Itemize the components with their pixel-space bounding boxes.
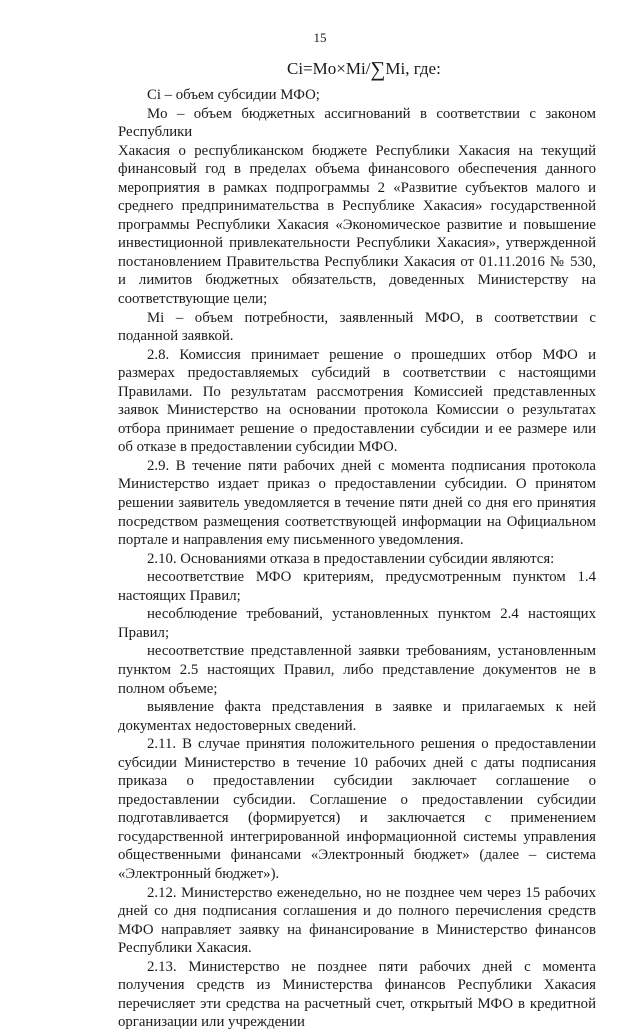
clause-2-11: 2.11. В случае принятия положительного решения о предоставлении субсидии Министерство в течение 10 рабочих дней с даты подписания приказа о предоставлении субсидии заключает соглашение о предоставлении субсидии. Соглашение о предоставлении субсидии подготавливается (формируется) и заключается с применением государственной интегрированной информационной системы управления общественными финансами «Электронный бюджет» (далее – система «Электронный бюджет»). [118, 736, 596, 882]
refusal-ground-2: несоблюдение требований, установленных пунктом 2.4 настоящих Правил; [118, 606, 596, 641]
refusal-ground-3: несоответствие представленной заявки требованиям, установленным пунктом 2.5 настоящих Правил, либо представление документов не в полном объеме; [118, 643, 596, 697]
clause-2-13: 2.13. Министерство не позднее пяти рабочих дней с момента получения средств из Министерства финансов Республики Хакасия перечисляет эти средства на расчетный счет, открытый МФО в кредитной организации или учреждении [118, 958, 596, 1031]
formula-right: Mi, где: [385, 59, 441, 78]
definition-ci: Ci – объем субсидии МФО; [147, 87, 320, 103]
page-number: 15 [313, 30, 327, 45]
clause-2-10: 2.10. Основаниями отказа в предоставлении субсидии являются: [147, 550, 555, 567]
clause-2-12: 2.12. Министерство еженедельно, но не позднее чем через 15 рабочих дней со дня подписания соглашения и до полного перечисления средств МФО направляет заявку на финансирование в Министерство финансов Республики Хакасия. [118, 884, 596, 957]
refusal-ground-1: несоответствие МФО критериям, предусмотренным пунктом 1.4 настоящих Правил; [118, 569, 596, 604]
document-body [118, 86, 596, 1032]
subsidy-formula [287, 58, 441, 80]
clause-2-8: 2.8. Комиссия принимает решение о прошедших отбор МФО и размерах предоставляемых субсидий в соответствии с настоящими Правилами. По результатам рассмотрения Комиссией представленных заявок Министерство на основании протокола Комиссии о результатах отбора принимает решение о предоставлении субсидии и ее размере или об отказе в предоставлении субсидии МФО. [118, 346, 596, 456]
sigma-symbol: ∑ [370, 57, 386, 81]
definition-mo: Mo – объем бюджетных ассигнований в соответствии с законом Республики [118, 105, 596, 141]
definition-mo-continued: Хакасия о республиканском бюджете Республики Хакасия на текущий финансовый год в пределах объема финансового обеспечения данного мероприятия в рамках подпрограммы 2 «Развитие субъектов малого и среднего предпринимательства в Республике Хакасия» государственной программы Республики Хакасия «Экономическое развитие и повышение инвестиционной привлекательности Республики Хакасия», утвержденной постановлением Правительства Республики Хакасия от 01.11.2016 № 530, и лимитов бюджетных обязательств, доведенных Министерству на соответствующие цели; [118, 142, 596, 308]
clause-2-9: 2.9. В течение пяти рабочих дней с момента подписания протокола Министерство издает приказ о предоставлении субсидии. О принятом решении заявитель уведомляется в течение пяти дней со дня его принятия посредством размещения соответствующей информации на Официальном портале и направления ему письменного уведомления. [118, 457, 596, 549]
refusal-ground-4: выявление факта представления в заявке и прилагаемых к ней документах недостоверных сведений. [118, 699, 596, 734]
definition-mi: Mi – объем потребности, заявленный МФО, в соответствии с поданной заявкой. [118, 309, 596, 345]
formula-left: Ci=Mo×Mi/ [287, 59, 371, 78]
